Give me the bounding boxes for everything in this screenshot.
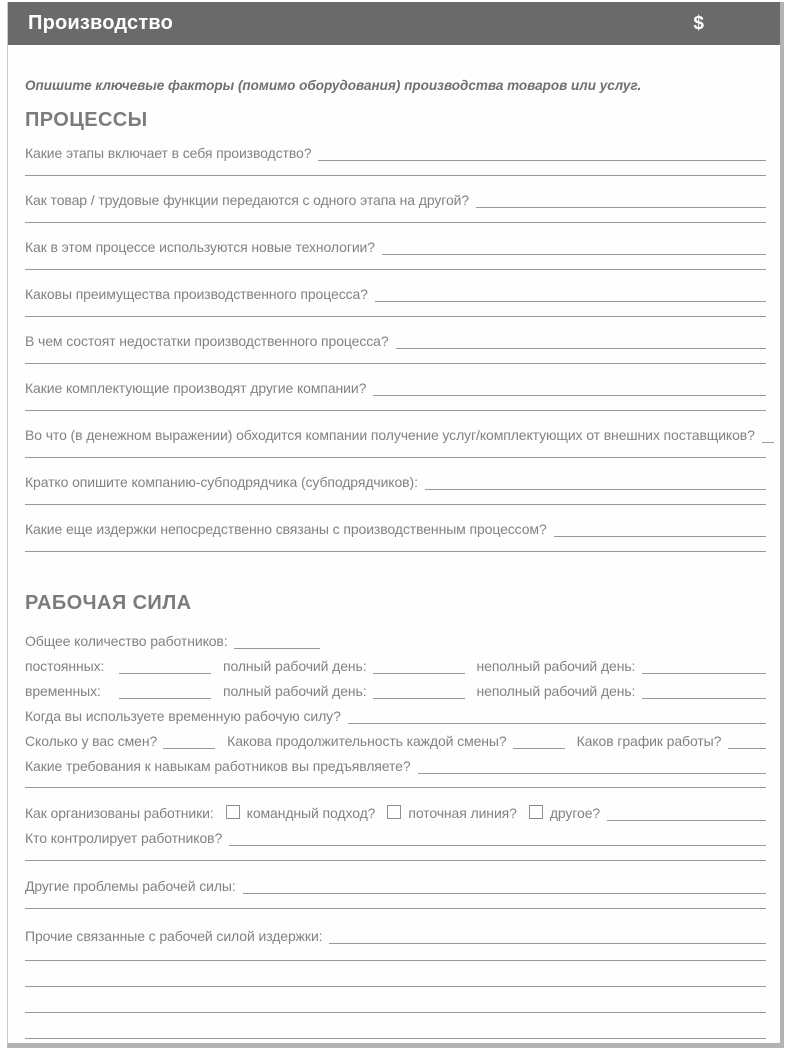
question-label: Кратко опишите компанию-субподрядчика (субподрядчиков): [25, 474, 418, 490]
question-row [25, 471, 766, 490]
answer-line [382, 254, 766, 255]
worksheet-sheet [7, 2, 784, 1048]
answer-line [25, 846, 766, 861]
answer-line [642, 698, 766, 699]
question-row [25, 330, 766, 349]
blank-field [373, 673, 465, 674]
checkbox-other[interactable] [529, 805, 543, 819]
shift-length-question: Какова продолжительность каждой смены? [227, 733, 507, 749]
answer-line [642, 673, 766, 674]
page-title: Производство [28, 12, 174, 34]
answer-line [25, 961, 766, 987]
answer-line [476, 207, 766, 208]
answer-line [373, 395, 766, 396]
temp-usage-row [25, 699, 766, 724]
schedule-question: Каков график работы? [576, 733, 722, 749]
intro-text: Опишите ключевые факторы (помимо оборудования) производства товаров или услуг. [25, 78, 642, 93]
question-label: В чем состоят недостатки производственного процесса? [25, 333, 389, 349]
answer-line [229, 845, 766, 846]
checkbox-assembly-line[interactable] [387, 805, 401, 819]
other-costs-label: Прочие связанные с рабочей силой издержки: [25, 928, 323, 944]
organization-row [25, 796, 766, 821]
other-costs-row [25, 919, 766, 944]
temporary-label: временных: [25, 683, 101, 699]
answer-line [25, 161, 766, 176]
answer-line [25, 894, 766, 909]
other-problems-row [25, 869, 766, 894]
section-heading-workforce: РАБОЧАЯ СИЛА [25, 592, 192, 614]
temporary-workers-row [25, 674, 766, 699]
question-label: Как в этом процессе используются новые технологии? [25, 239, 375, 255]
answer-line [25, 349, 766, 364]
question-row [25, 377, 766, 396]
dollar-icon: $ [693, 12, 704, 34]
answer-line [25, 255, 766, 270]
answer-line [25, 490, 766, 505]
blank-field [513, 748, 565, 749]
answer-line [243, 893, 766, 894]
question-label: Каковы преимущества производственного процесса? [25, 286, 368, 302]
blank-field [234, 648, 320, 649]
permanent-label: постоянных: [25, 658, 105, 674]
total-workers-row [25, 624, 766, 649]
question-row [25, 236, 766, 255]
skills-row [25, 749, 766, 774]
answer-line [25, 396, 766, 411]
shifts-row [25, 724, 766, 749]
answer-line [25, 987, 766, 1013]
permanent-workers-row [25, 649, 766, 674]
supervision-row [25, 821, 766, 846]
full-time-label: полный рабочий день: [223, 658, 367, 674]
part-time-label: неполный рабочий день: [476, 683, 636, 699]
blank-field [119, 673, 211, 674]
option-other: другое? [549, 805, 601, 821]
blank-field [119, 698, 211, 699]
question-label: Во что (в денежном выражении) обходится компании получение услуг/комплектующих от внешних поставщиков? [25, 427, 755, 443]
answer-line [348, 723, 766, 724]
total-workers-label: Общее количество работников: [25, 633, 228, 649]
answer-line [25, 944, 766, 961]
other-problems-label: Другие проблемы рабочей силы: [25, 878, 236, 894]
answer-line [25, 774, 766, 788]
answer-line [329, 943, 766, 944]
header-bar [8, 2, 780, 45]
answer-line [25, 208, 766, 223]
question-row [25, 424, 766, 443]
question-label: Какие этапы включает в себя производство? [25, 145, 312, 161]
question-row [25, 518, 766, 537]
skills-question: Какие требования к навыкам работников вы предъявляете? [25, 758, 411, 774]
answer-line [375, 301, 766, 302]
blank-field [163, 748, 215, 749]
full-time-label: полный рабочий день: [223, 683, 367, 699]
answer-line [318, 160, 766, 161]
checkbox-team-approach[interactable] [226, 805, 240, 819]
question-row [25, 142, 766, 161]
answer-line [25, 1013, 766, 1039]
answer-line [25, 443, 766, 458]
part-time-label: неполный рабочий день: [476, 658, 636, 674]
answer-line [554, 536, 766, 537]
question-row [25, 189, 766, 208]
answer-line [396, 348, 766, 349]
form-content [8, 78, 780, 1039]
question-label: Какие комплектующие производят другие компании? [25, 380, 367, 396]
question-row [25, 283, 766, 302]
temp-usage-question: Когда вы используете временную рабочую силу? [25, 708, 341, 724]
supervision-question: Кто контролирует работников? [25, 830, 223, 846]
answer-line [425, 489, 766, 490]
option-assembly-line: поточная линия? [408, 805, 517, 821]
organization-label: Как организованы работники: [25, 805, 214, 821]
answer-line [418, 773, 766, 774]
question-label: Какие еще издержки непосредственно связаны с производственным процессом? [25, 521, 547, 537]
answer-line [607, 820, 766, 821]
question-label: Как товар / трудовые функции передаются с одного этапа на другой? [25, 192, 470, 208]
answer-line [25, 537, 766, 552]
answer-line [25, 302, 766, 317]
shifts-question: Сколько у вас смен? [25, 733, 158, 749]
answer-line [762, 442, 774, 443]
option-team-approach: командный подход? [246, 805, 376, 821]
blank-field [373, 698, 465, 699]
section-heading-processes: ПРОЦЕССЫ [25, 109, 148, 131]
answer-line [728, 748, 766, 749]
